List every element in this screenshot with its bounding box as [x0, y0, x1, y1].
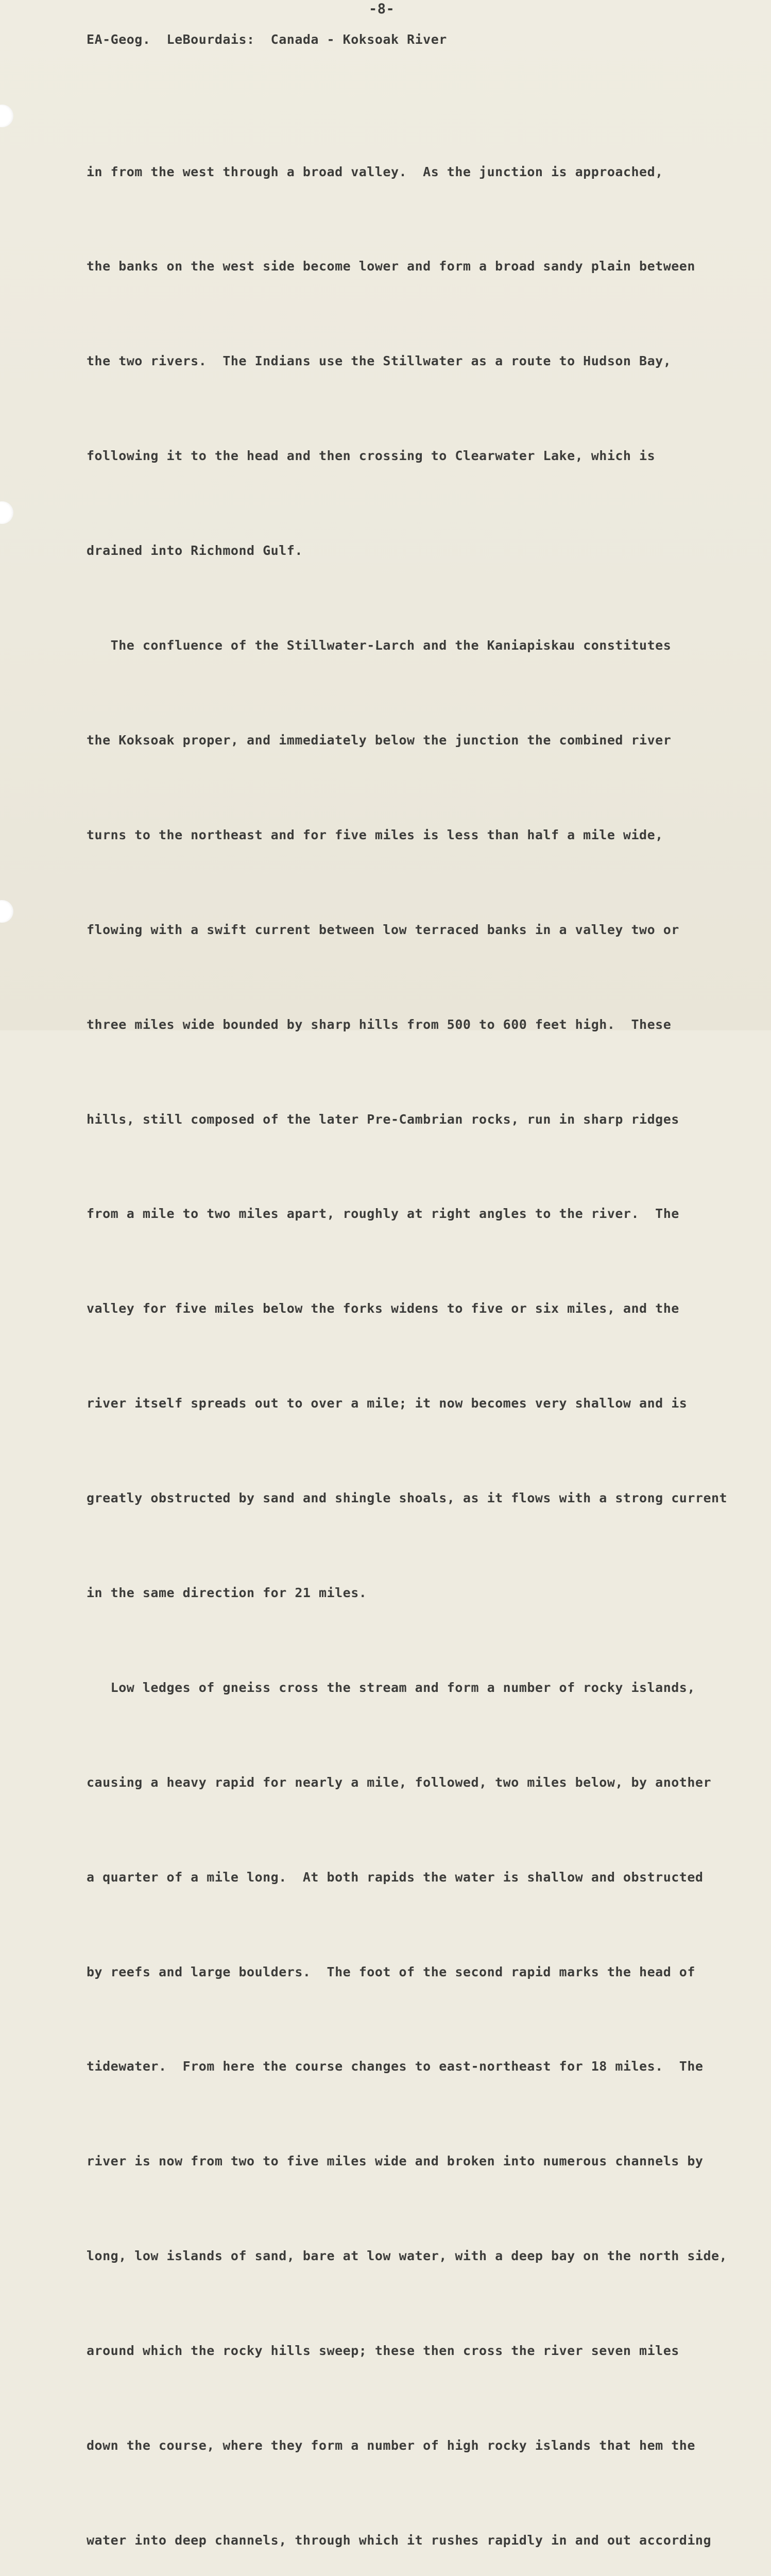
text-line: down the course, where they form a number of high rocky islands that hem the — [87, 2437, 695, 2453]
text-line: following it to the head and then crossing to Clearwater Lake, which is — [87, 448, 656, 464]
punch-hole — [0, 501, 13, 524]
text-line: around which the rocky hills sweep; these then cross the river seven miles — [87, 2343, 679, 2359]
text-line: the Koksoak proper, and immediately below the junction the combined river — [87, 732, 672, 748]
text-line: tidewater. From here the course changes to east-northeast for 18 miles. The — [87, 2059, 704, 2074]
text-line: river itself spreads out to over a mile; it now becomes very shallow and is — [87, 1396, 688, 1411]
text-line: The confluence of the Stillwater-Larch and the Kaniapiskau constitutes — [87, 638, 672, 653]
text-line: drained into Richmond Gulf. — [87, 543, 303, 558]
text-line: long, low islands of sand, bare at low water, with a deep bay on the north side, — [87, 2248, 728, 2264]
document-header: EA-Geog. LeBourdais: Canada - Koksoak River — [87, 32, 447, 47]
text-line: a quarter of a mile long. At both rapids the water is shallow and obstructed — [87, 1869, 704, 1885]
text-line: greatly obstructed by sand and shingle shoals, as it flows with a strong current — [87, 1490, 728, 1506]
punch-hole — [0, 105, 13, 127]
body-text — [87, 93, 727, 2576]
text-line: the two rivers. The Indians use the Stillwater as a route to Hudson Bay, — [87, 353, 672, 369]
page-number: -8- — [369, 1, 395, 17]
text-line: flowing with a swift current between low terraced banks in a valley two or — [87, 922, 679, 937]
text-line: water into deep channels, through which it rushes rapidly in and out according — [87, 2532, 711, 2548]
text-line: hills, still composed of the later Pre-Cambrian rocks, run in sharp ridges — [87, 1111, 679, 1127]
text-line: Low ledges of gneiss cross the stream and form a number of rocky islands, — [87, 1680, 695, 1695]
text-line: from a mile to two miles apart, roughly at right angles to the river. The — [87, 1206, 679, 1222]
text-line: in from the west through a broad valley. As the junction is approached, — [87, 164, 663, 179]
text-line: in the same direction for 21 miles. — [87, 1585, 367, 1600]
text-line: three miles wide bounded by sharp hills from 500 to 600 feet high. These — [87, 1016, 672, 1032]
text-line: river is now from two to five miles wide and broken into numerous channels by — [87, 2154, 704, 2169]
punch-hole — [0, 900, 13, 923]
text-line: causing a heavy rapid for nearly a mile, followed, two miles below, by another — [87, 1774, 711, 1790]
text-line: by reefs and large boulders. The foot of the second rapid marks the head of — [87, 1964, 695, 1979]
text-line: turns to the northeast and for five miles is less than half a mile wide, — [87, 827, 663, 842]
text-line: the banks on the west side become lower and form a broad sandy plain between — [87, 259, 695, 274]
text-line: valley for five miles below the forks widens to five or six miles, and the — [87, 1301, 679, 1316]
